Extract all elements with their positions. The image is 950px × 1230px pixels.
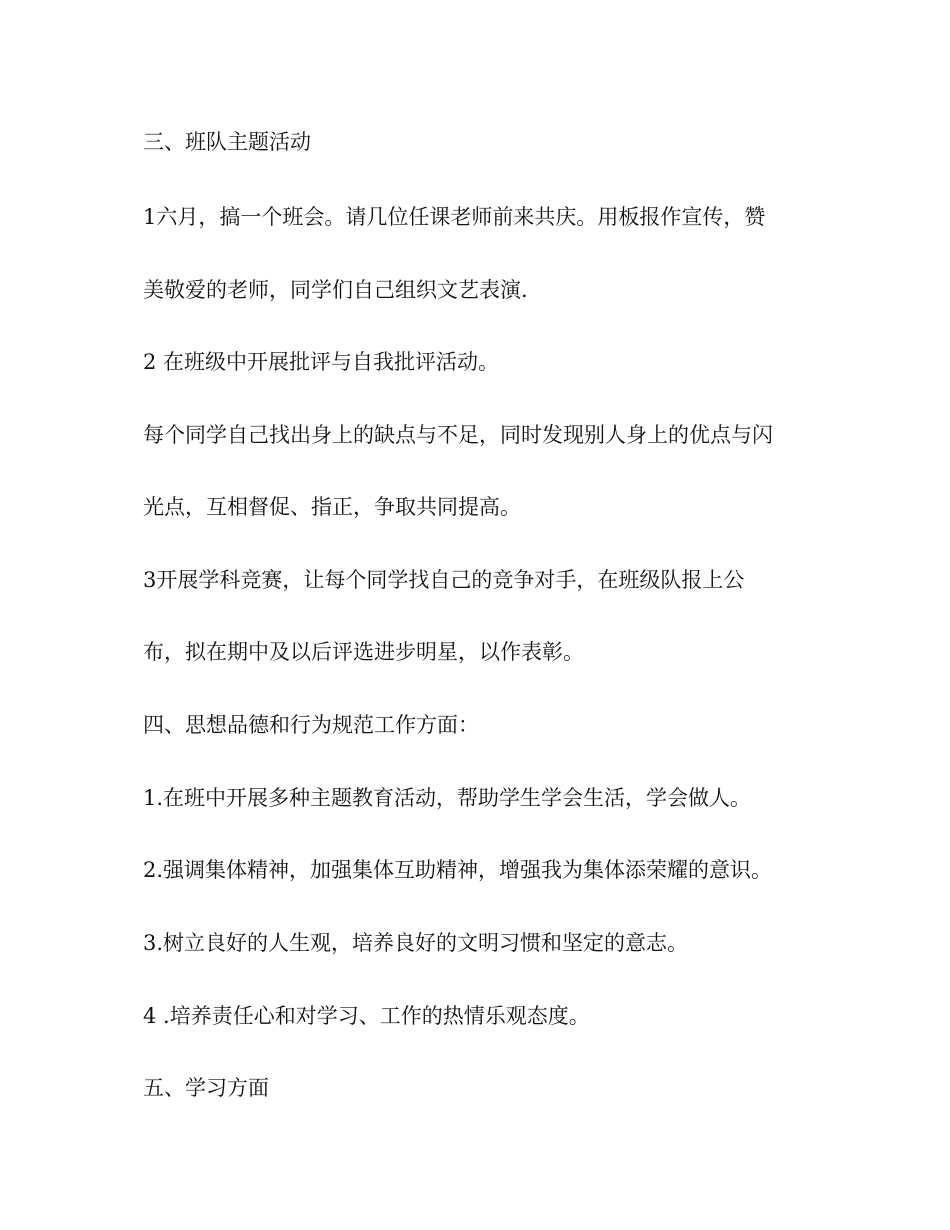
list-item: 4 .培养责任心和对学习、工作的热情乐观态度。 (143, 1004, 590, 1028)
paragraph-line: 布，拟在期中及以后评选进步明星，以作表彰。 (143, 640, 584, 664)
section-heading-moral-conduct: 四、思想品德和行为规范工作方面： (143, 713, 479, 737)
paragraph-line: 2 在班级中开展批评与自我批评活动。 (143, 350, 500, 374)
paragraph-line: 美敬爱的老师，同学们自己组织文艺表演. (143, 278, 528, 302)
section-heading-class-activities: 三、班队主题活动 (143, 130, 311, 154)
paragraph-line: 每个同学自己找出身上的缺点与不足，同时发现别人身上的优点与闪 (143, 423, 773, 447)
paragraph-line: 光点，互相督促、指正，争取共同提高。 (143, 495, 521, 519)
section-heading-study: 五、学习方面 (143, 1076, 269, 1100)
paragraph-line: 1六月，搞一个班会。请几位任课老师前来共庆。用板报作宣传，赞 (143, 205, 766, 229)
list-item: 1.在班中开展多种主题教育活动，帮助学生学会生活，学会做人。 (143, 786, 752, 810)
list-item: 2.强调集体精神，加强集体互助精神，增强我为集体添荣耀的意识。 (143, 858, 773, 882)
paragraph-line: 3开展学科竞赛，让每个同学找自己的竞争对手，在班级队报上公 (143, 568, 745, 592)
list-item: 3.树立良好的人生观，培养良好的文明习惯和坚定的意志。 (143, 931, 689, 955)
